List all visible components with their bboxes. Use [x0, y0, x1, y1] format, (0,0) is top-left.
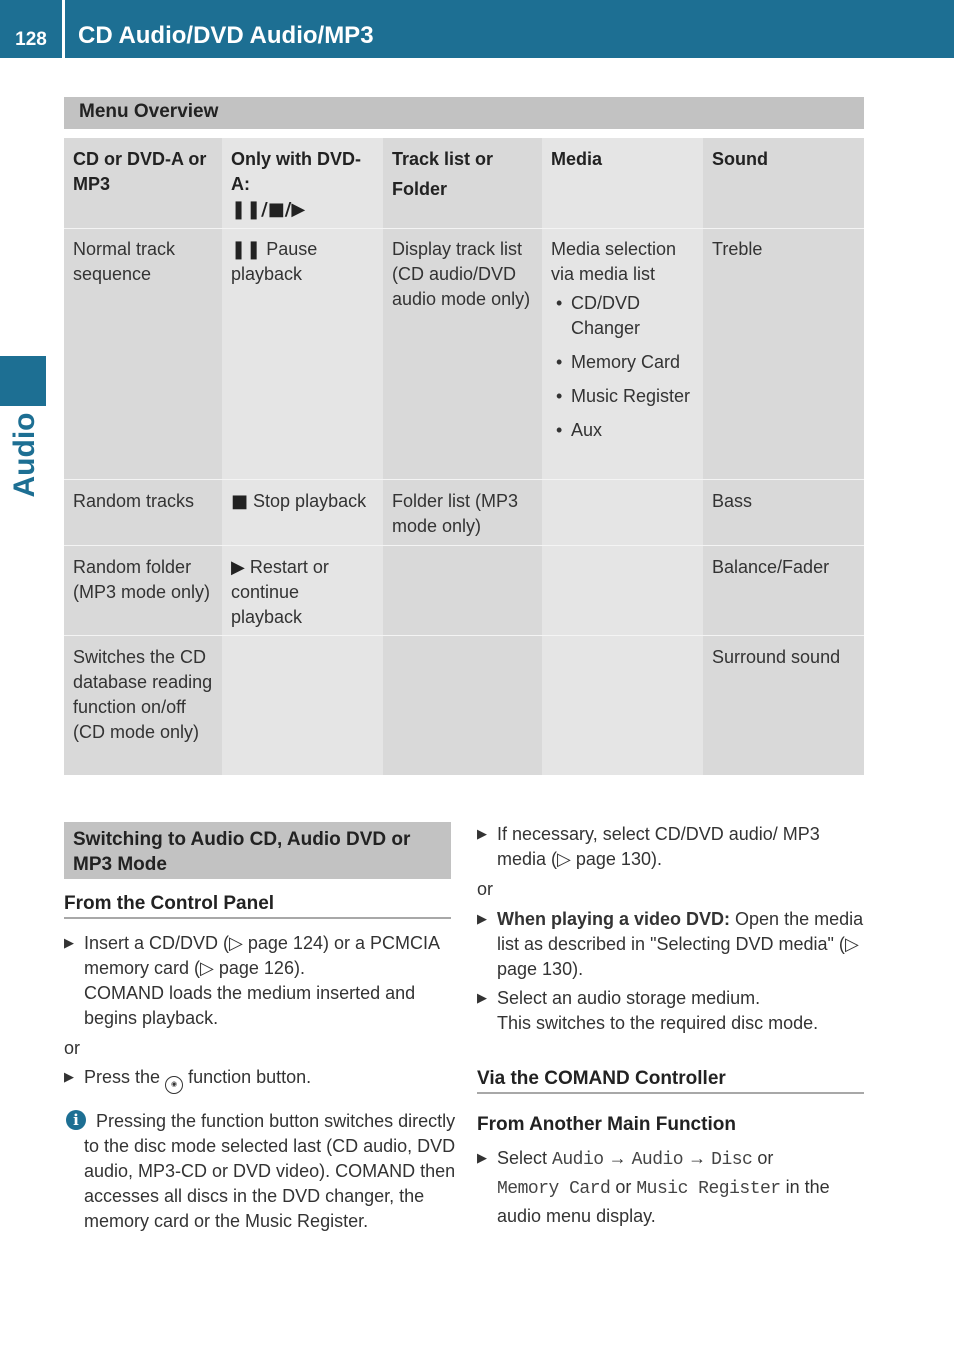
- table-cell: [383, 636, 542, 775]
- table-cell: ▶ Restart or continue playback: [222, 546, 383, 635]
- or-text: or: [477, 879, 494, 899]
- table-cell: Surround sound: [703, 636, 864, 775]
- control-panel-heading: From the Control Panel: [64, 893, 451, 919]
- info-note: Pressing the function button switches directly to the disc mode selected last (CD audio, DVD audio, MP3-CD or DVD video). COMAND then accesses all discs in the DVD changer, the memory card or the Music Register.: [84, 1111, 456, 1231]
- column-header: Track list or Folder: [383, 138, 542, 228]
- page-header: [0, 0, 954, 58]
- table-cell: [542, 636, 703, 775]
- table-cell: Display track list (CD audio/DVD audio mode only): [383, 229, 542, 479]
- step-arrow-icon: ▶: [64, 1070, 74, 1085]
- column-header: CD or DVD-A or MP3: [64, 138, 222, 228]
- column-header: Sound: [703, 138, 864, 228]
- step-arrow-icon: ▶: [477, 1151, 487, 1166]
- page-ref-icon: ▷: [200, 958, 214, 978]
- table-cell: ■ Stop playback: [222, 480, 383, 545]
- instruction-step: ▶ When playing a video DVD: Open the media list as described in "Selecting DVD media" (▷ page 130).: [477, 909, 864, 979]
- table-cell: Balance/Fader: [703, 546, 864, 635]
- list-item: • Music Register: [551, 384, 694, 409]
- table-cell: [383, 546, 542, 635]
- step-result: COMAND loads the medium inserted and begins playback.: [84, 983, 416, 1028]
- table-row: [64, 229, 864, 480]
- step-arrow-icon: ▶: [64, 936, 74, 951]
- instruction-step: ▶ If necessary, select CD/DVD audio/ MP3 media (▷ page 130).: [477, 824, 820, 869]
- table-cell: Treble: [703, 229, 864, 479]
- page-ref-icon: ▷: [844, 934, 859, 954]
- step-result: This switches to the required disc mode.: [497, 1013, 819, 1033]
- table-cell: Random folder (MP3 mode only): [64, 546, 222, 635]
- table-cell: Bass: [703, 480, 864, 545]
- page-title: CD Audio/DVD Audio/MP3: [78, 22, 374, 49]
- another-function-heading: From Another Main Function: [477, 1114, 736, 1135]
- instruction-step: ▶ Press the ◉ function button.: [64, 1065, 454, 1094]
- instruction-step: ▶ Select Audio → Audio → Disc or Memory Card or Music Register in the audio menu display.: [477, 1145, 867, 1230]
- instruction-step: ▶ Select an audio storage medium. This switches to the required disc mode.: [477, 988, 819, 1033]
- disc-button-icon: ◉: [165, 1076, 183, 1094]
- table-cell: ❚❚ Pause playback: [222, 229, 383, 479]
- list-item: • Memory Card: [551, 350, 694, 375]
- table-cell: Media selection via media list • CD/DVD Changer • Memory Card • Music Register • Aux: [542, 229, 703, 479]
- page-ref-icon: ▷: [557, 849, 571, 869]
- menu-item-music-register: Music Register: [636, 1179, 781, 1199]
- pause-icon: ❚❚: [231, 239, 262, 260]
- page-ref-icon: ▷: [229, 933, 243, 953]
- menu-item-disc: Disc: [711, 1150, 753, 1170]
- list-item: • CD/DVD Changer: [551, 291, 694, 341]
- column-header: Media: [542, 138, 703, 228]
- menu-overview-table: [64, 138, 864, 775]
- side-tab-marker: [0, 356, 46, 406]
- table-row: [64, 480, 864, 546]
- table-row: [64, 636, 864, 775]
- page-number: 128: [15, 29, 47, 50]
- playback-symbols-icon: ❚❚/■/▶: [231, 199, 306, 220]
- table-cell: [542, 546, 703, 635]
- menu-item-memory-card: Memory Card: [497, 1179, 611, 1199]
- table-row: [64, 546, 864, 636]
- info-icon: i: [66, 1110, 86, 1130]
- instruction-step: ▶ Insert a CD/DVD (▷ page 124) or a PCMCIA memory card (▷ page 126). COMAND loads the medium inserted and begins playback.: [64, 933, 439, 1028]
- stop-icon: ■: [231, 491, 249, 512]
- play-icon: ▶: [231, 557, 245, 578]
- media-list: [551, 291, 694, 443]
- arrow-right-icon: →: [688, 1148, 707, 1168]
- step-arrow-icon: ▶: [477, 827, 487, 842]
- step-arrow-icon: ▶: [477, 912, 487, 927]
- switching-heading: Switching to Audio CD, Audio DVD or MP3 Mode: [64, 822, 451, 879]
- menu-overview-heading: Menu Overview: [64, 97, 864, 129]
- header-divider: [62, 0, 65, 58]
- table-cell: Random tracks: [64, 480, 222, 545]
- arrow-right-icon: →: [608, 1148, 627, 1168]
- column-header: Only with DVD-A: ❚❚/■/▶: [222, 138, 383, 228]
- menu-item-audio: Audio: [552, 1150, 604, 1170]
- table-cell: [222, 636, 383, 775]
- step-arrow-icon: ▶: [477, 991, 487, 1006]
- side-tab-label: Audio: [8, 412, 41, 498]
- table-header-row: [64, 138, 864, 229]
- table-cell: Switches the CD database reading function on/off (CD mode only): [64, 636, 222, 775]
- list-item: • Aux: [551, 418, 694, 443]
- table-cell: Folder list (MP3 mode only): [383, 480, 542, 545]
- table-cell: Normal track sequence: [64, 229, 222, 479]
- table-cell: [542, 480, 703, 545]
- or-text: or: [64, 1038, 81, 1058]
- menu-item-audio: Audio: [631, 1150, 684, 1170]
- comand-controller-heading: Via the COMAND Controller: [477, 1068, 864, 1094]
